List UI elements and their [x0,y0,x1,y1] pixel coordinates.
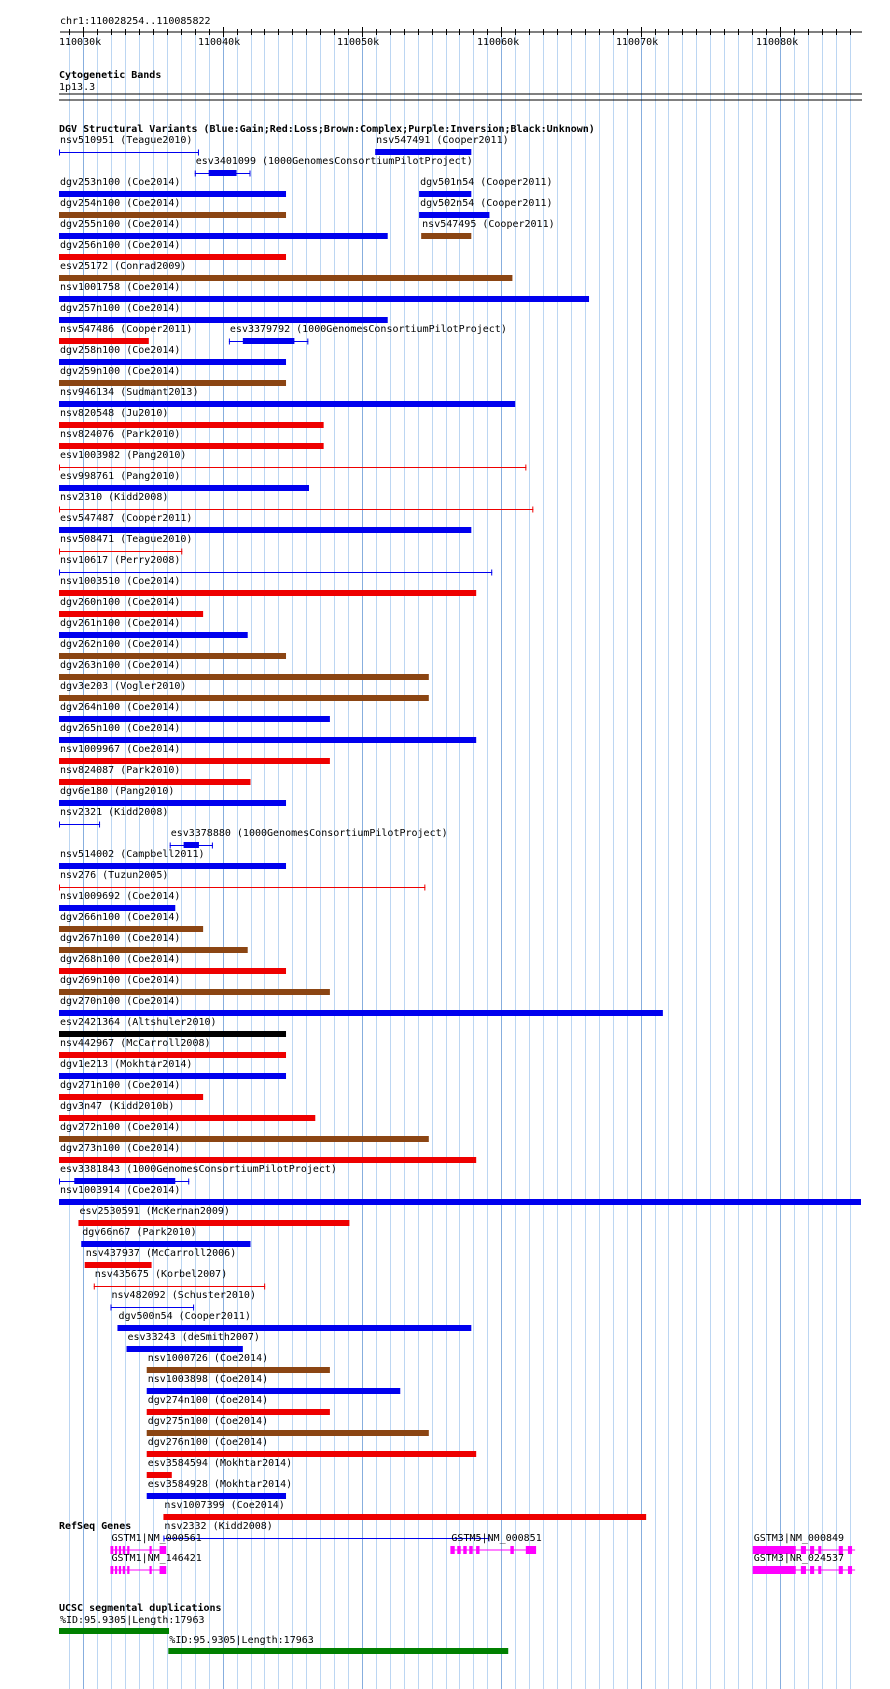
dgv-feature-bar[interactable] [59,1199,861,1205]
gene-exon [469,1546,472,1554]
dgv-feature-bar[interactable] [59,863,286,869]
dgv-feature-bar[interactable] [59,653,286,659]
dgv-feature-bar[interactable] [59,1073,286,1079]
dgv-feature-bar[interactable] [243,338,295,344]
dgv-feature-label[interactable]: dgv255n100 (Coe2014) [60,219,181,230]
dgv-track-title: DGV Structural Variants (Blue:Gain;Red:Loss;Brown:Complex;Purple:Inversion;Black:Unknown) [59,124,595,135]
dgv-feature-bar[interactable] [59,485,309,491]
dgv-feature-label[interactable]: esv3381843 (1000GenomesConsortiumPilotProject) [60,1164,337,1175]
dgv-feature-bar[interactable] [59,989,330,995]
dgv-feature-label[interactable]: esv998761 (Pang2010) [60,471,181,482]
dgv-feature-bar[interactable] [117,1325,471,1331]
gene-exon [450,1546,454,1554]
gene-exon [753,1566,796,1574]
gene-label[interactable]: GSTM5|NM_000851 [451,1533,542,1544]
dgv-feature-label[interactable]: dgv266n100 (Coe2014) [60,912,181,923]
dgv-feature-label[interactable]: esv3584594 (Mokhtar2014) [147,1458,293,1469]
dgv-feature-bar[interactable] [127,1346,243,1352]
segdup-bar[interactable] [168,1648,508,1654]
dgv-feature-bar[interactable] [419,191,471,197]
dgv-feature-label[interactable]: nsv1001758 (Coe2014) [60,282,181,293]
dgv-feature-bar[interactable] [59,674,429,680]
dgv-feature-bar[interactable] [59,443,324,449]
dgv-feature-label[interactable]: esv2530591 (McKernan2009) [79,1206,230,1217]
dgv-feature-label[interactable]: dgv258n100 (Coe2014) [60,345,181,356]
dgv-feature-bar[interactable] [59,1010,663,1016]
dgv-feature-label[interactable]: nsv1003914 (Coe2014) [60,1185,181,1196]
dgv-feature-bar[interactable] [59,737,476,743]
dgv-feature-label[interactable]: dgv265n100 (Coe2014) [60,723,181,734]
dgv-feature-bar[interactable] [59,1136,429,1142]
dgv-feature-bar[interactable] [59,422,324,428]
dgv-feature-label[interactable]: dgv267n100 (Coe2014) [60,933,181,944]
dgv-feature-label[interactable]: nsv2310 (Kidd2008) [60,492,169,503]
dgv-feature-label[interactable]: dgv3e203 (Vogler2010) [60,681,187,692]
dgv-feature-label[interactable]: dgv257n100 (Coe2014) [60,303,181,314]
gene-exon [526,1546,536,1554]
dgv-feature-bar[interactable] [147,1451,476,1457]
gene-exon [160,1566,167,1574]
dgv-feature-bar[interactable] [375,149,471,155]
dgv-feature-bar[interactable] [59,968,286,974]
dgv-feature-bar[interactable] [59,611,203,617]
cytoband-track-title: Cytogenetic Bands [59,70,162,81]
dgv-feature-bar[interactable] [59,779,251,785]
dgv-feature-label[interactable]: nsv547495 (Cooper2011) [422,219,555,230]
dgv-feature-bar[interactable] [59,380,286,386]
dgv-feature-label[interactable]: nsv824087 (Park2010) [60,765,181,776]
dgv-feature-bar[interactable] [59,317,388,323]
dgv-feature-bar[interactable] [59,338,149,344]
dgv-feature-bar[interactable] [59,1094,203,1100]
dgv-feature-bar[interactable] [59,1157,476,1163]
dgv-feature-bar[interactable] [78,1220,349,1226]
dgv-feature-label[interactable]: nsv10617 (Perry2008) [60,555,181,566]
dgv-feature-bar[interactable] [59,527,471,533]
gene-label[interactable]: GSTM3|NM_000849 [753,1533,845,1544]
dgv-feature-label[interactable]: dgv272n100 (Coe2014) [60,1122,181,1133]
dgv-feature-bar[interactable] [147,1367,330,1373]
dgv-feature-label[interactable]: nsv482092 (Schuster2010) [111,1290,256,1301]
gene-exon [457,1546,460,1554]
dgv-feature-label[interactable]: dgv259n100 (Coe2014) [60,366,181,377]
gene-exon [115,1566,117,1574]
dgv-feature-label[interactable]: dgv261n100 (Coe2014) [60,618,181,629]
dgv-feature-label[interactable]: nsv508471 (Teague2010) [60,534,193,545]
dgv-feature-bar[interactable] [147,1388,401,1394]
gene-exon [839,1566,843,1574]
dgv-feature-label[interactable]: dgv263n100 (Coe2014) [60,660,181,671]
dgv-feature-bar[interactable] [419,212,489,218]
dgv-feature-label[interactable]: nsv1003898 (Coe2014) [147,1374,269,1385]
dgv-feature-bar[interactable] [59,926,203,932]
dgv-feature-bar[interactable] [59,947,248,953]
dgv-feature-label[interactable]: dgv276n100 (Coe2014) [147,1437,269,1448]
dgv-feature-bar[interactable] [59,296,589,302]
dgv-feature-label[interactable]: dgv6e180 (Pang2010) [60,786,175,797]
gene-exon [801,1566,806,1574]
dgv-feature-bar[interactable] [81,1241,250,1247]
region-label: chr1:110028254..110085822 [60,16,211,27]
dgv-feature-label[interactable]: dgv501n54 (Cooper2011) [420,177,553,188]
dgv-feature-label[interactable]: esv2421364 (Altshuler2010) [60,1017,217,1028]
dgv-feature-label[interactable]: esv1003982 (Pang2010) [60,450,187,461]
segdup-label[interactable]: %ID:95.9305|Length:17963 [169,1635,314,1646]
dgv-feature-bar[interactable] [421,233,471,239]
dgv-feature-bar[interactable] [59,359,286,365]
dgv-feature-label[interactable]: nsv435675 (Korbel2007) [94,1269,228,1280]
dgv-feature-label[interactable]: nsv547491 (Cooper2011) [376,135,509,146]
dgv-feature-bar[interactable] [59,590,476,596]
dgv-feature-bar[interactable] [209,170,237,176]
tick-label: 110070k [616,37,659,48]
dgv-feature-bar[interactable] [147,1472,172,1478]
dgv-feature-label[interactable]: dgv66n67 (Park2010) [82,1227,197,1238]
gene-exon [818,1566,821,1574]
dgv-feature-bar[interactable] [147,1430,429,1436]
tick-label: 110050k [337,37,380,48]
dgv-feature-label[interactable]: dgv271n100 (Coe2014) [60,1080,181,1091]
dgv-features [59,135,861,1542]
segdup-track-title: UCSC segmental duplications [59,1603,222,1614]
tick-label: 110030k [59,37,102,48]
dgv-feature-bar[interactable] [59,800,286,806]
dgv-feature-label[interactable]: dgv269n100 (Coe2014) [60,975,181,986]
dgv-feature-label[interactable]: dgv253n100 (Coe2014) [60,177,181,188]
dgv-feature-label[interactable]: dgv275n100 (Coe2014) [147,1416,269,1427]
refseq-features [110,1533,855,1574]
dgv-feature-label[interactable]: dgv264n100 (Coe2014) [60,702,181,713]
dgv-feature-label[interactable]: esv3379792 (1000GenomesConsortiumPilotProject) [229,324,507,335]
dgv-feature-label[interactable]: nsv1003510 (Coe2014) [60,576,181,587]
gene-exon [149,1566,151,1574]
tick-label: 110040k [198,37,241,48]
refseq-track-title: RefSeq Genes [59,1521,132,1532]
dgv-feature-label[interactable]: esv3401099 (1000GenomesConsortiumPilotProject) [195,156,473,167]
gene-exon [476,1546,479,1554]
dgv-feature-label[interactable]: nsv1009692 (Coe2014) [60,891,181,902]
dgv-feature-label[interactable]: dgv502n54 (Cooper2011) [420,198,553,209]
dgv-feature-label[interactable]: nsv1009967 (Coe2014) [60,744,181,755]
dgv-feature-label[interactable]: esv3378880 (1000GenomesConsortiumPilotProject) [170,828,448,839]
dgv-feature-label[interactable]: dgv274n100 (Coe2014) [147,1395,269,1406]
dgv-feature-bar[interactable] [59,758,330,764]
dgv-feature-label[interactable]: esv3584928 (Mokhtar2014) [147,1479,293,1490]
segdup-bar[interactable] [59,1628,169,1634]
gene-label[interactable]: GSTM1|NM_000561 [111,1533,202,1544]
dgv-feature-bar[interactable] [59,1115,315,1121]
dgv-feature-bar[interactable] [59,632,248,638]
dgv-feature-bar[interactable] [85,1262,152,1268]
segdup-track [59,1602,508,1654]
dgv-feature-label[interactable]: dgv3n47 (Kidd2010b) [60,1101,175,1112]
dgv-feature-bar[interactable] [59,1052,286,1058]
dgv-feature-label[interactable]: nsv442967 (McCarroll2008) [60,1038,211,1049]
dgv-feature-bar[interactable] [59,275,512,281]
dgv-feature-bar[interactable] [59,212,286,218]
dgv-feature-label[interactable]: nsv1000726 (Coe2014) [147,1353,269,1364]
dgv-feature-label[interactable]: nsv2321 (Kidd2008) [60,807,169,818]
dgv-feature-label[interactable]: dgv273n100 (Coe2014) [60,1143,181,1154]
ruler-track [59,16,862,48]
gene-exon [510,1546,513,1554]
dgv-feature-bar[interactable] [74,1178,175,1184]
dgv-feature-label[interactable]: nsv514002 (Campbell2011) [60,849,205,860]
dgv-feature-label[interactable]: dgv256n100 (Coe2014) [60,240,181,251]
dgv-feature-label[interactable]: dgv262n100 (Coe2014) [60,639,181,650]
gene-exon [848,1566,852,1574]
dgv-feature-label[interactable]: dgv270n100 (Coe2014) [60,996,181,1007]
gene-exon [110,1566,113,1574]
gene-label[interactable]: GSTM3|NR_024537 [753,1553,845,1564]
dgv-feature-bar[interactable] [59,905,175,911]
dgv-feature-bar[interactable] [147,1409,330,1415]
segdup-label[interactable]: %ID:95.9305|Length:17963 [60,1615,205,1626]
dgv-feature-label[interactable]: nsv2332 (Kidd2008) [164,1521,273,1532]
dgv-feature-label[interactable]: dgv268n100 (Coe2014) [60,954,181,965]
dgv-feature-label[interactable]: nsv946134 (Sudmant2013) [60,387,199,398]
gene-label[interactable]: GSTM1|NM_146421 [111,1553,202,1564]
dgv-feature-label[interactable]: nsv437937 (McCarroll2006) [85,1248,237,1259]
dgv-feature-bar[interactable] [59,191,286,197]
dgv-feature-label[interactable]: dgv254n100 (Coe2014) [60,198,181,209]
dgv-feature-label[interactable]: nsv276 (Tuzun2005) [60,870,169,881]
dgv-feature-bar[interactable] [59,716,330,722]
gene-exon [463,1546,466,1554]
dgv-feature-bar[interactable] [163,1514,646,1520]
gene-exon [848,1546,852,1554]
dgv-feature-bar[interactable] [147,1493,286,1499]
segdup-features [59,1615,508,1654]
tick-label: 110080k [756,37,799,48]
dgv-track [59,123,861,1542]
dgv-feature-label[interactable]: esv547487 (Cooper2011) [60,513,193,524]
dgv-feature-label[interactable]: esv25172 (Conrad2009) [60,261,187,272]
dgv-feature-label[interactable]: nsv1007399 (Coe2014) [164,1500,285,1511]
cytoband-track [59,69,862,100]
dgv-feature-label[interactable]: dgv260n100 (Coe2014) [60,597,181,608]
gene-exon [123,1566,125,1574]
gene-exon [127,1566,129,1574]
gene-exon [810,1566,814,1574]
dgv-feature-label[interactable]: dgv1e213 (Mokhtar2014) [60,1059,193,1070]
dgv-feature-bar[interactable] [59,1031,286,1037]
dgv-feature-bar[interactable] [59,233,388,239]
dgv-feature-bar[interactable] [59,254,286,260]
dgv-feature-bar[interactable] [59,695,429,701]
dgv-feature-label[interactable]: nsv824076 (Park2010) [60,429,181,440]
dgv-feature-bar[interactable] [184,842,199,848]
dgv-feature-label[interactable]: nsv547486 (Cooper2011) [60,324,193,335]
dgv-feature-label[interactable]: nsv820548 (Ju2010) [60,408,169,419]
gene-exon [119,1566,121,1574]
dgv-feature-bar[interactable] [59,401,515,407]
dgv-feature-label[interactable]: esv33243 (deSmith2007) [127,1332,260,1343]
cytoband-label: 1p13.3 [59,82,96,93]
dgv-feature-label[interactable]: nsv510951 (Teague2010) [60,135,193,146]
dgv-feature-label[interactable]: dgv500n54 (Cooper2011) [118,1311,251,1322]
tick-label: 110060k [477,37,520,48]
